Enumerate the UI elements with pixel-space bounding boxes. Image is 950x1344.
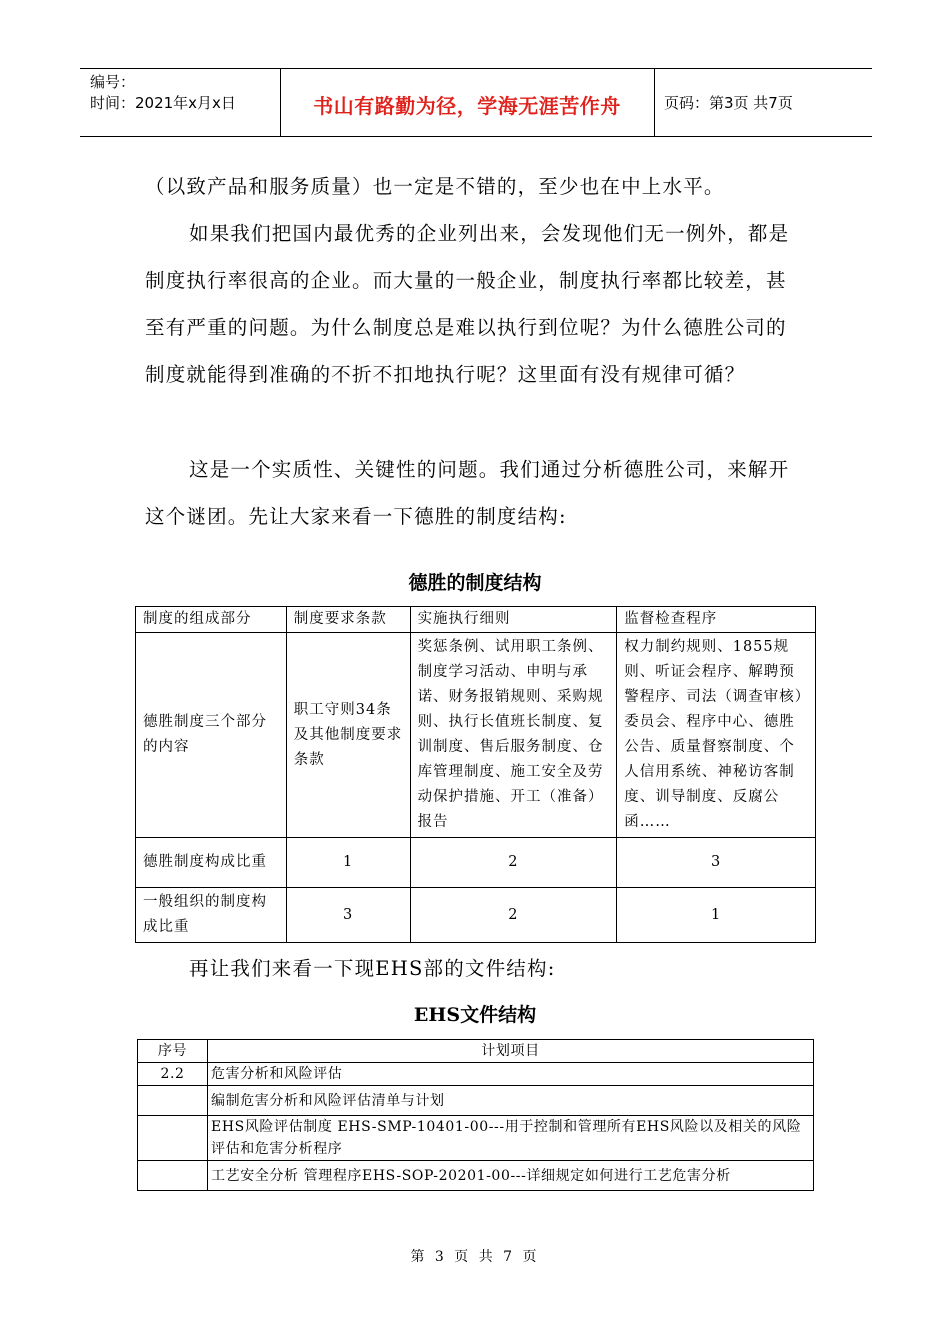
page-footer: 第 3 页 共 7 页 bbox=[410, 1249, 540, 1265]
table-cell: 2 bbox=[410, 838, 617, 888]
table-header-row bbox=[136, 607, 816, 633]
table-row bbox=[138, 1086, 814, 1116]
header-bottom-rule bbox=[80, 136, 872, 137]
table-cell: 1 bbox=[617, 888, 816, 943]
header-motto: 书山有路勤为径，学海无涯苦作舟 bbox=[313, 94, 621, 118]
table-header-cell: 制度要求条款 bbox=[286, 607, 410, 633]
table-row bbox=[138, 1116, 814, 1161]
table-cell: 编制危害分析和风险评估清单与计划 bbox=[208, 1086, 814, 1116]
table-title: 德胜的制度结构 bbox=[408, 572, 542, 594]
table-cell: 3 bbox=[617, 838, 816, 888]
table-header-cell: 序号 bbox=[138, 1040, 208, 1063]
table-cell: 工艺安全分析 管理程序EHS-SOP-20201-00---详细规定如何进行工艺危害分析 bbox=[208, 1161, 814, 1191]
desheng-structure-table bbox=[135, 606, 816, 943]
header-top-rule bbox=[80, 68, 872, 69]
table-cell bbox=[138, 1086, 208, 1116]
table-cell: 危害分析和风险评估 bbox=[208, 1063, 814, 1086]
table-title: EHS文件结构 bbox=[413, 1004, 537, 1026]
ehs-file-structure-table bbox=[137, 1039, 814, 1191]
page-header bbox=[80, 68, 872, 138]
table-header-cell: 制度的组成部分 bbox=[136, 607, 287, 633]
paragraph: 如果我们把国内最优秀的企业列出来，会发现他们无一例外，都是制度执行率很高的企业。而大量的一般企业，制度执行率都比较差，甚至有严重的问题。为什么制度总是难以执行到位呢？为什么德胜公司的制度就能得到准确的不折不扣地执行呢？这里面有没有规律可循？ bbox=[145, 222, 790, 386]
table-cell: 1 bbox=[286, 838, 410, 888]
table-cell: 职工守则34条及其他制度要求条款 bbox=[286, 633, 410, 838]
table-cell: 2.2 bbox=[138, 1063, 208, 1086]
table-row bbox=[138, 1161, 814, 1191]
table-row bbox=[136, 838, 816, 888]
table-row bbox=[136, 633, 816, 838]
table-cell: 德胜制度三个部分的内容 bbox=[136, 633, 287, 838]
table-cell: 德胜制度构成比重 bbox=[136, 838, 287, 888]
paragraph: 这是一个实质性、关键性的问题。我们通过分析德胜公司，来解开这个谜团。先让大家来看一下德胜的制度结构: bbox=[145, 458, 790, 528]
table-cell: 一般组织的制度构成比重 bbox=[136, 888, 287, 943]
paragraph: 再让我们来看一下现EHS部的文件结构: bbox=[189, 957, 556, 980]
paragraph: （以致产品和服务质量）也一定是不错的，至少也在中上水平。 bbox=[145, 175, 725, 198]
table-cell bbox=[138, 1161, 208, 1191]
table-header-cell: 监督检查程序 bbox=[617, 607, 816, 633]
table-header-cell: 实施执行细则 bbox=[410, 607, 617, 633]
table-header-row bbox=[138, 1040, 814, 1063]
header-number: 编号： bbox=[90, 73, 136, 91]
table-cell: 3 bbox=[286, 888, 410, 943]
header-divider bbox=[654, 68, 655, 137]
table-row bbox=[138, 1063, 814, 1086]
table-row bbox=[136, 888, 816, 943]
table-cell: 奖惩条例、试用职工条例、制度学习活动、申明与承诺、财务报销规则、采购规则、执行长值班长制度、复训制度、售后服务制度、仓库管理制度、施工安全及劳动保护措施、开工（准备）报告 bbox=[410, 633, 617, 838]
header-time: 时间：2021年x月x日 bbox=[90, 94, 236, 112]
table-cell: 2 bbox=[410, 888, 617, 943]
table-cell: 权力制约规则、1855规则、听证会程序、解聘预警程序、司法（调查审核）委员会、程序中心、德胜公告、质量督察制度、个人信用系统、神秘访客制度、训导制度、反腐公函…… bbox=[617, 633, 816, 838]
header-page-number: 页码：第3页 共7页 bbox=[664, 94, 793, 112]
table-cell bbox=[138, 1116, 208, 1161]
header-meta bbox=[90, 72, 236, 114]
table-cell: EHS风险评估制度 EHS-SMP-10401-00---用于控制和管理所有EHS风险以及相关的风险评估和危害分析程序 bbox=[208, 1116, 814, 1161]
table-header-cell: 计划项目 bbox=[208, 1040, 814, 1063]
